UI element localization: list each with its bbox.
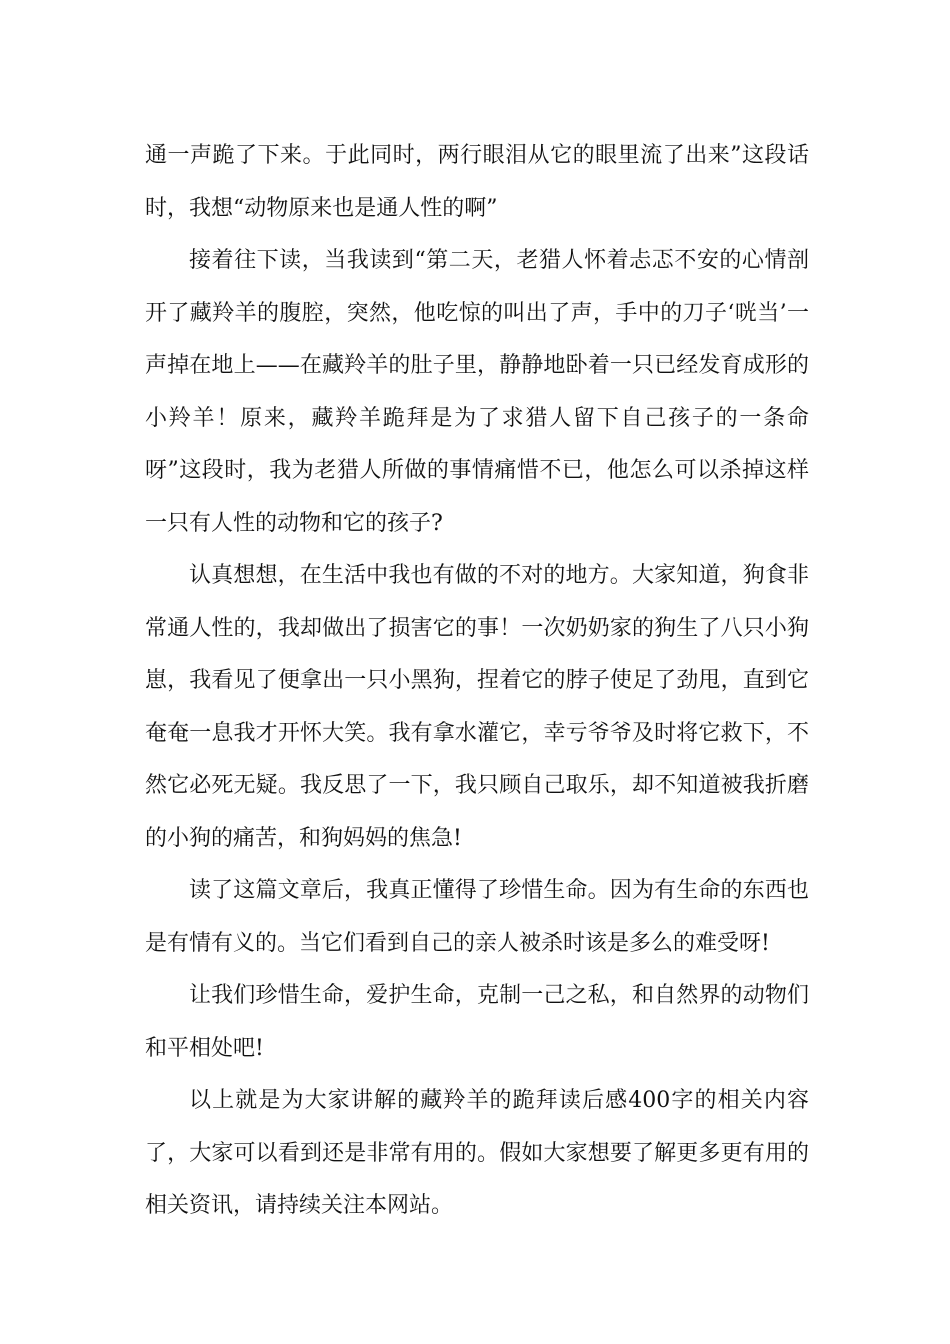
paragraph: 让我们珍惜生命，爱护生命，克制一己之私，和自然界的动物们和平相处吧!: [145, 983, 809, 1061]
paragraph: 以上就是为大家讲解的藏羚羊的跪拜读后感400字的相关内容了，大家可以看到还是非常有用的。假如大家想要了解更多更有用的相关资讯，请持续关注本网站。: [145, 1088, 809, 1218]
paragraph-continuation: 通一声跪了下来。于此同时，两行眼泪从它的眼里流了出来”这段话时，我想“动物原来也是通人性的啊”: [145, 143, 809, 221]
paragraph: 接着往下读，当我读到“第二天，老猎人怀着忐忑不安的心情剖开了藏羚羊的腹腔，突然，他吃惊的叫出了声，手中的刀子‘咣当’一声掉在地上——在藏羚羊的肚子里，静静地卧着一只已经发育成形的小羚羊！原来，藏羚羊跪拜是为了求猎人留下自己孩子的一条命呀”这段时，我为老猎人所做的事情痛惜不已，他怎么可以杀掉这样一只有人性的动物和它的孩子?: [145, 248, 809, 536]
paragraph: 认真想想，在生活中我也有做的不对的地方。大家知道，狗食非常通人性的，我却做出了损害它的事！一次奶奶家的狗生了八只小狗崽，我看见了便拿出一只小黑狗，捏着它的脖子使足了劲甩，直到它奄奄一息我才开怀大笑。我有拿水灌它，幸亏爷爷及时将它救下，不然它必死无疑。我反思了一下，我只顾自己取乐，却不知道被我折磨的小狗的痛苦，和狗妈妈的焦急!: [145, 563, 809, 851]
paragraph: 读了这篇文章后，我真正懂得了珍惜生命。因为有生命的东西也是有情有义的。当它们看到自己的亲人被杀时该是多么的难受呀!: [145, 878, 809, 956]
article-body: [145, 130, 809, 1233]
